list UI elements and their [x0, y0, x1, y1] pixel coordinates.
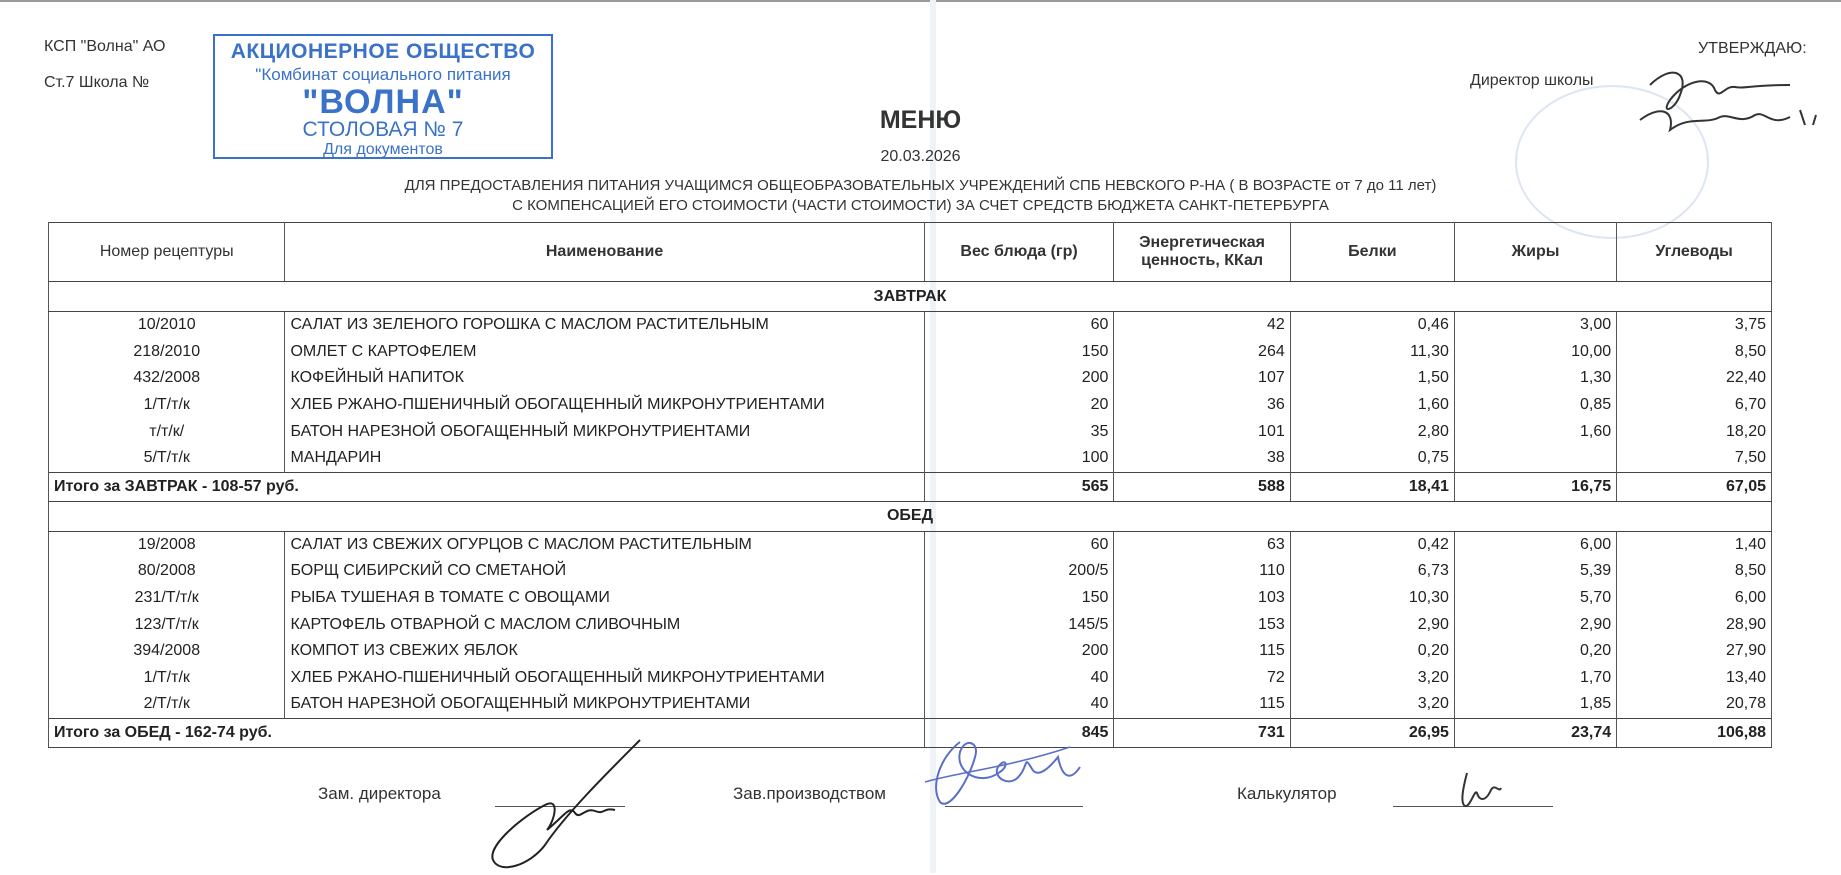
cell-weight: 60 — [924, 531, 1114, 558]
cell-name: САЛАТ ИЗ СВЕЖИХ ОГУРЦОВ С МАСЛОМ РАСТИТЕЛЬНЫМ — [285, 531, 924, 558]
total-protein: 26,95 — [1290, 718, 1454, 747]
calculator-signature — [1455, 768, 1515, 818]
cell-protein: 3,20 — [1290, 665, 1454, 692]
total-energy: 731 — [1114, 718, 1290, 747]
table-row — [49, 418, 1772, 445]
total-carbs: 106,88 — [1617, 718, 1772, 747]
cell-protein: 1,60 — [1290, 392, 1454, 419]
cell-protein: 0,46 — [1290, 312, 1454, 339]
cell-weight: 200 — [924, 638, 1114, 665]
cell-code: 2/Т/т/к — [49, 691, 285, 718]
col-name: Наименование — [285, 223, 924, 282]
cell-code: 19/2008 — [49, 531, 285, 558]
cell-energy: 153 — [1114, 611, 1290, 638]
calculator-label: Калькулятор — [1237, 784, 1337, 803]
total-label: Итого за ОБЕД - 162-74 руб. — [49, 718, 925, 747]
cell-energy: 42 — [1114, 312, 1290, 339]
cell-fat: 3,00 — [1454, 312, 1616, 339]
cell-energy: 72 — [1114, 665, 1290, 692]
cell-fat: 1,60 — [1454, 418, 1616, 445]
cell-fat: 1,30 — [1454, 365, 1616, 392]
cell-carbs: 13,40 — [1617, 665, 1772, 692]
page-title: МЕНЮ — [879, 106, 962, 134]
cell-energy: 115 — [1114, 638, 1290, 665]
cell-code: 5/Т/т/к — [49, 445, 285, 472]
cell-fat: 0,85 — [1454, 392, 1616, 419]
cell-carbs: 6,00 — [1617, 585, 1772, 612]
menu-table — [48, 222, 1772, 748]
table-row — [49, 531, 1772, 558]
table-row — [49, 312, 1772, 339]
cell-code: 10/2010 — [49, 312, 285, 339]
cell-carbs: 3,75 — [1617, 312, 1772, 339]
cell-name: ХЛЕБ РЖАНО-ПШЕНИЧНЫЙ ОБОГАЩЕННЫЙ МИКРОНУТРИЕНТАМИ — [285, 392, 924, 419]
cell-energy: 103 — [1114, 585, 1290, 612]
cell-protein: 0,75 — [1290, 445, 1454, 472]
cell-protein: 3,20 — [1290, 691, 1454, 718]
cell-code: 123/Т/т/к — [49, 611, 285, 638]
menu-table-body — [49, 282, 1772, 748]
cell-weight: 200 — [924, 365, 1114, 392]
cell-code: 218/2010 — [49, 339, 285, 366]
table-row — [49, 585, 1772, 612]
table-row — [49, 445, 1772, 472]
section-title: ОБЕД — [49, 501, 1772, 531]
cell-energy: 101 — [1114, 418, 1290, 445]
cell-fat: 1,85 — [1454, 691, 1616, 718]
breakfast-total-row — [49, 472, 1772, 501]
cell-energy: 264 — [1114, 339, 1290, 366]
cell-carbs: 20,78 — [1617, 691, 1772, 718]
cell-weight: 35 — [924, 418, 1114, 445]
cell-carbs: 27,90 — [1617, 638, 1772, 665]
cell-code: 432/2008 — [49, 365, 285, 392]
cell-fat: 5,70 — [1454, 585, 1616, 612]
total-carbs: 67,05 — [1617, 472, 1772, 501]
cell-weight: 145/5 — [924, 611, 1114, 638]
cell-name: БАТОН НАРЕЗНОЙ ОБОГАЩЕННЫЙ МИКРОНУТРИЕНТАМИ — [285, 418, 924, 445]
cell-weight: 150 — [924, 585, 1114, 612]
cell-energy: 115 — [1114, 691, 1290, 718]
cell-weight: 100 — [924, 445, 1114, 472]
cell-name: БАТОН НАРЕЗНОЙ ОБОГАЩЕННЫЙ МИКРОНУТРИЕНТАМИ — [285, 691, 924, 718]
cell-name: КОМПОТ ИЗ СВЕЖИХ ЯБЛОК — [285, 638, 924, 665]
cell-protein: 11,30 — [1290, 339, 1454, 366]
total-protein: 18,41 — [1290, 472, 1454, 501]
stamp-line-2: "Комбинат социального питания — [255, 65, 511, 84]
cell-carbs: 6,70 — [1617, 392, 1772, 419]
cell-protein: 0,42 — [1290, 531, 1454, 558]
cell-code: 394/2008 — [49, 638, 285, 665]
col-code: Номер рецептуры — [49, 223, 285, 282]
table-row — [49, 339, 1772, 366]
total-fat: 16,75 — [1454, 472, 1616, 501]
scan-edge — [0, 0, 1841, 2]
cell-fat — [1454, 445, 1616, 472]
cell-energy: 63 — [1114, 531, 1290, 558]
cell-protein: 10,30 — [1290, 585, 1454, 612]
cell-fat: 2,90 — [1454, 611, 1616, 638]
approve-label: УТВЕРЖДАЮ: — [1698, 40, 1807, 57]
canteen-label: Ст.7 Школа № — [44, 74, 150, 91]
menu-date: 20.03.2026 — [880, 148, 961, 165]
table-row — [49, 558, 1772, 585]
table-row — [49, 691, 1772, 718]
subtitle-line-2: С КОМПЕНСАЦИЕЙ ЕГО СТОИМОСТИ (ЧАСТИ СТОИМОСТИ) ЗА СЧЕТ СРЕДСТВ БЮДЖЕТА САНКТ-ПЕТЕРБУРГА — [512, 197, 1329, 214]
cell-name: САЛАТ ИЗ ЗЕЛЕНОГО ГОРОШКА С МАСЛОМ РАСТИТЕЛЬНЫМ — [285, 312, 924, 339]
section-breakfast — [49, 282, 1772, 312]
cell-name: КАРТОФЕЛЬ ОТВАРНОЙ С МАСЛОМ СЛИВОЧНЫМ — [285, 611, 924, 638]
subtitle-line-1: ДЛЯ ПРЕДОСТАВЛЕНИЯ ПИТАНИЯ УЧАЩИМСЯ ОБЩЕОБРАЗОВАТЕЛЬНЫХ УЧРЕЖДЕНИЙ СПБ НЕВСКОГО Р-НА ( В ВОЗРАСТЕ от 7 до 11 лет) — [404, 177, 1437, 194]
cell-fat: 10,00 — [1454, 339, 1616, 366]
col-fat: Жиры — [1454, 223, 1616, 282]
cell-weight: 20 — [924, 392, 1114, 419]
organization-stamp — [213, 34, 553, 159]
cell-carbs: 1,40 — [1617, 531, 1772, 558]
cell-fat: 5,39 — [1454, 558, 1616, 585]
cell-name: ОМЛЕТ С КАРТОФЕЛЕМ — [285, 339, 924, 366]
cell-weight: 40 — [924, 691, 1114, 718]
cell-weight: 60 — [924, 312, 1114, 339]
cell-name: РЫБА ТУШЕНАЯ В ТОМАТЕ С ОВОЩАМИ — [285, 585, 924, 612]
total-weight: 565 — [924, 472, 1114, 501]
cell-fat: 0,20 — [1454, 638, 1616, 665]
cell-code: 1/Т/т/к — [49, 665, 285, 692]
cell-name: КОФЕЙНЫЙ НАПИТОК — [285, 365, 924, 392]
cell-protein: 2,80 — [1290, 418, 1454, 445]
cell-carbs: 28,90 — [1617, 611, 1772, 638]
cell-energy: 36 — [1114, 392, 1290, 419]
production-signature — [920, 727, 1090, 817]
cell-energy: 38 — [1114, 445, 1290, 472]
stamp-line-5: Для документов — [323, 141, 443, 158]
cell-protein: 2,90 — [1290, 611, 1454, 638]
cell-fat: 1,70 — [1454, 665, 1616, 692]
total-fat: 23,74 — [1454, 718, 1616, 747]
col-protein: Белки — [1290, 223, 1454, 282]
stamp-line-1: АКЦИОНЕРНОЕ ОБЩЕСТВО — [230, 40, 536, 63]
total-label: Итого за ЗАВТРАК - 108-57 руб. — [49, 472, 925, 501]
table-row — [49, 392, 1772, 419]
production-head-label: Зав.производством — [733, 784, 886, 803]
total-weight: 845 — [924, 718, 1114, 747]
table-row — [49, 638, 1772, 665]
total-energy: 588 — [1114, 472, 1290, 501]
cell-code: т/т/к/ — [49, 418, 285, 445]
cell-name: МАНДАРИН — [285, 445, 924, 472]
table-row — [49, 665, 1772, 692]
cell-code: 1/Т/т/к — [49, 392, 285, 419]
cell-protein: 6,73 — [1290, 558, 1454, 585]
table-row — [49, 611, 1772, 638]
col-carbs: Углеводы — [1617, 223, 1772, 282]
org-name: КСП "Волна" АО — [44, 38, 166, 55]
table-row — [49, 365, 1772, 392]
cell-weight: 150 — [924, 339, 1114, 366]
cell-weight: 40 — [924, 665, 1114, 692]
director-label: Директор школы — [1470, 72, 1594, 89]
cell-protein: 0,20 — [1290, 638, 1454, 665]
cell-carbs: 8,50 — [1617, 339, 1772, 366]
cell-carbs: 8,50 — [1617, 558, 1772, 585]
section-title: ЗАВТРАК — [49, 282, 1772, 312]
cell-code: 80/2008 — [49, 558, 285, 585]
cell-code: 231/Т/т/к — [49, 585, 285, 612]
deputy-director-label: Зам. директора — [318, 784, 441, 803]
section-lunch — [49, 501, 1772, 531]
lunch-total-row — [49, 718, 1772, 747]
table-header-row — [49, 223, 1772, 282]
cell-weight: 200/5 — [924, 558, 1114, 585]
deputy-signature — [485, 735, 645, 875]
cell-carbs: 7,50 — [1617, 445, 1772, 472]
stamp-line-4: СТОЛОВАЯ № 7 — [302, 118, 464, 141]
cell-name: БОРЩ СИБИРСКИЙ СО СМЕТАНОЙ — [285, 558, 924, 585]
col-weight: Вес блюда (гр) — [924, 223, 1114, 282]
cell-protein: 1,50 — [1290, 365, 1454, 392]
cell-energy: 107 — [1114, 365, 1290, 392]
cell-name: ХЛЕБ РЖАНО-ПШЕНИЧНЫЙ ОБОГАЩЕННЫЙ МИКРОНУТРИЕНТАМИ — [285, 665, 924, 692]
col-energy: Энергетическая ценность, ККал — [1114, 223, 1290, 282]
stamp-line-3: "ВОЛНА" — [302, 83, 464, 121]
cell-energy: 110 — [1114, 558, 1290, 585]
cell-carbs: 18,20 — [1617, 418, 1772, 445]
cell-carbs: 22,40 — [1617, 365, 1772, 392]
cell-fat: 6,00 — [1454, 531, 1616, 558]
